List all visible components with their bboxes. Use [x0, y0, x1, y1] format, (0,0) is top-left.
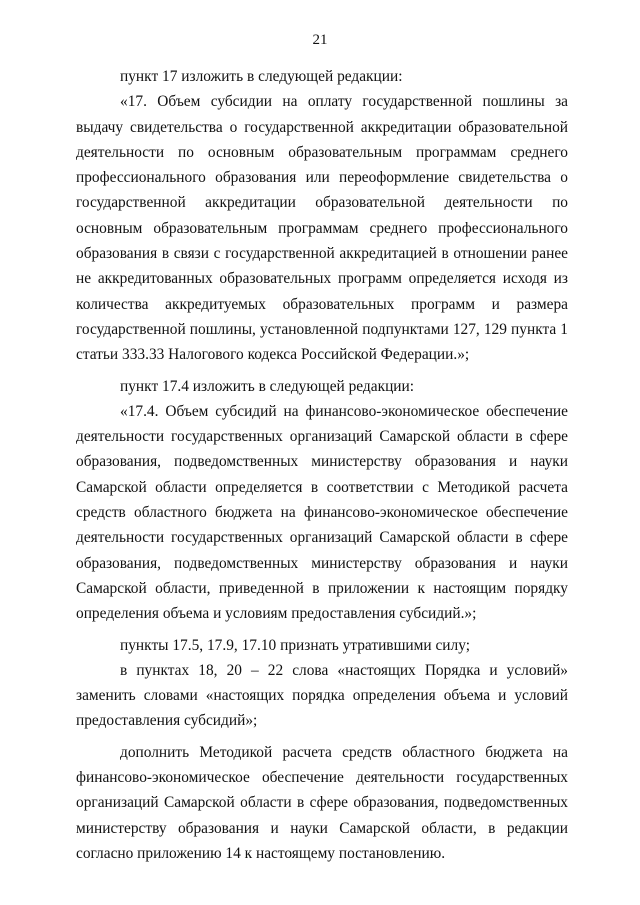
paragraph-2-item-17: «17. Объем субсидии на оплату государственной пошлины за выдачу свидетельства о государственной аккредитации образовательной деятельности по основным образовательным программам среднего профессионального образования или переоформление свидетельства о государственной аккредитации образовательной деятельности по основным образовательным программам среднего профессионального образования в связи с государственной аккредитацией в отношении ранее не аккредитованных образовательных программ определяется исходя из количества аккредитуемых образовательных программ и размера государственной пошлины, установленной подпунктами 127, 129 пункта 1 статьи 333.33 Налогового кодекса Российской Федерации.»;: [76, 93, 568, 364]
paragraph-3-intro: пункт 17.4 изложить в следующей редакции:: [120, 377, 415, 395]
paragraph-4-item-17-4: «17.4. Объем субсидий на финансово-экономическое обеспечение деятельности государственных организаций Самарской области в сфере образования, подведомственных министерству образования и науки Самарской области определяется в соответствии с Методикой расчета средств областного бюджета на финансово-экономическое обеспечение деятельности государственных организаций Самарской области в сфере образования, подведомственных министерству образования и науки Самарской области, приведенной в приложении к настоящим порядку определения объема и условиям предоставления субсидий.»;: [76, 402, 568, 623]
paragraph-6-replace: в пунктах 18, 20 – 22 слова «настоящих Порядка и условий» заменить словами «настоящих порядка определения объема и условий предоставления субсидий»;: [76, 661, 568, 730]
paragraph-5-repeal: пункты 17.5, 17.9, 17.10 признать утратившими силу;: [120, 636, 470, 654]
page-number: 21: [312, 32, 328, 48]
document-body: [76, 64, 568, 866]
paragraph-1-intro: пункт 17 изложить в следующей редакции:: [120, 68, 403, 85]
paragraph-7-supplement: дополнить Методикой расчета средств областного бюджета на финансово-экономическое обеспечение деятельности государственных организаций Самарской области в сфере образования, подведомственных министерству образования и науки Самарской области, в редакции согласно приложению 14 к настоящему постановлению.: [76, 743, 568, 862]
